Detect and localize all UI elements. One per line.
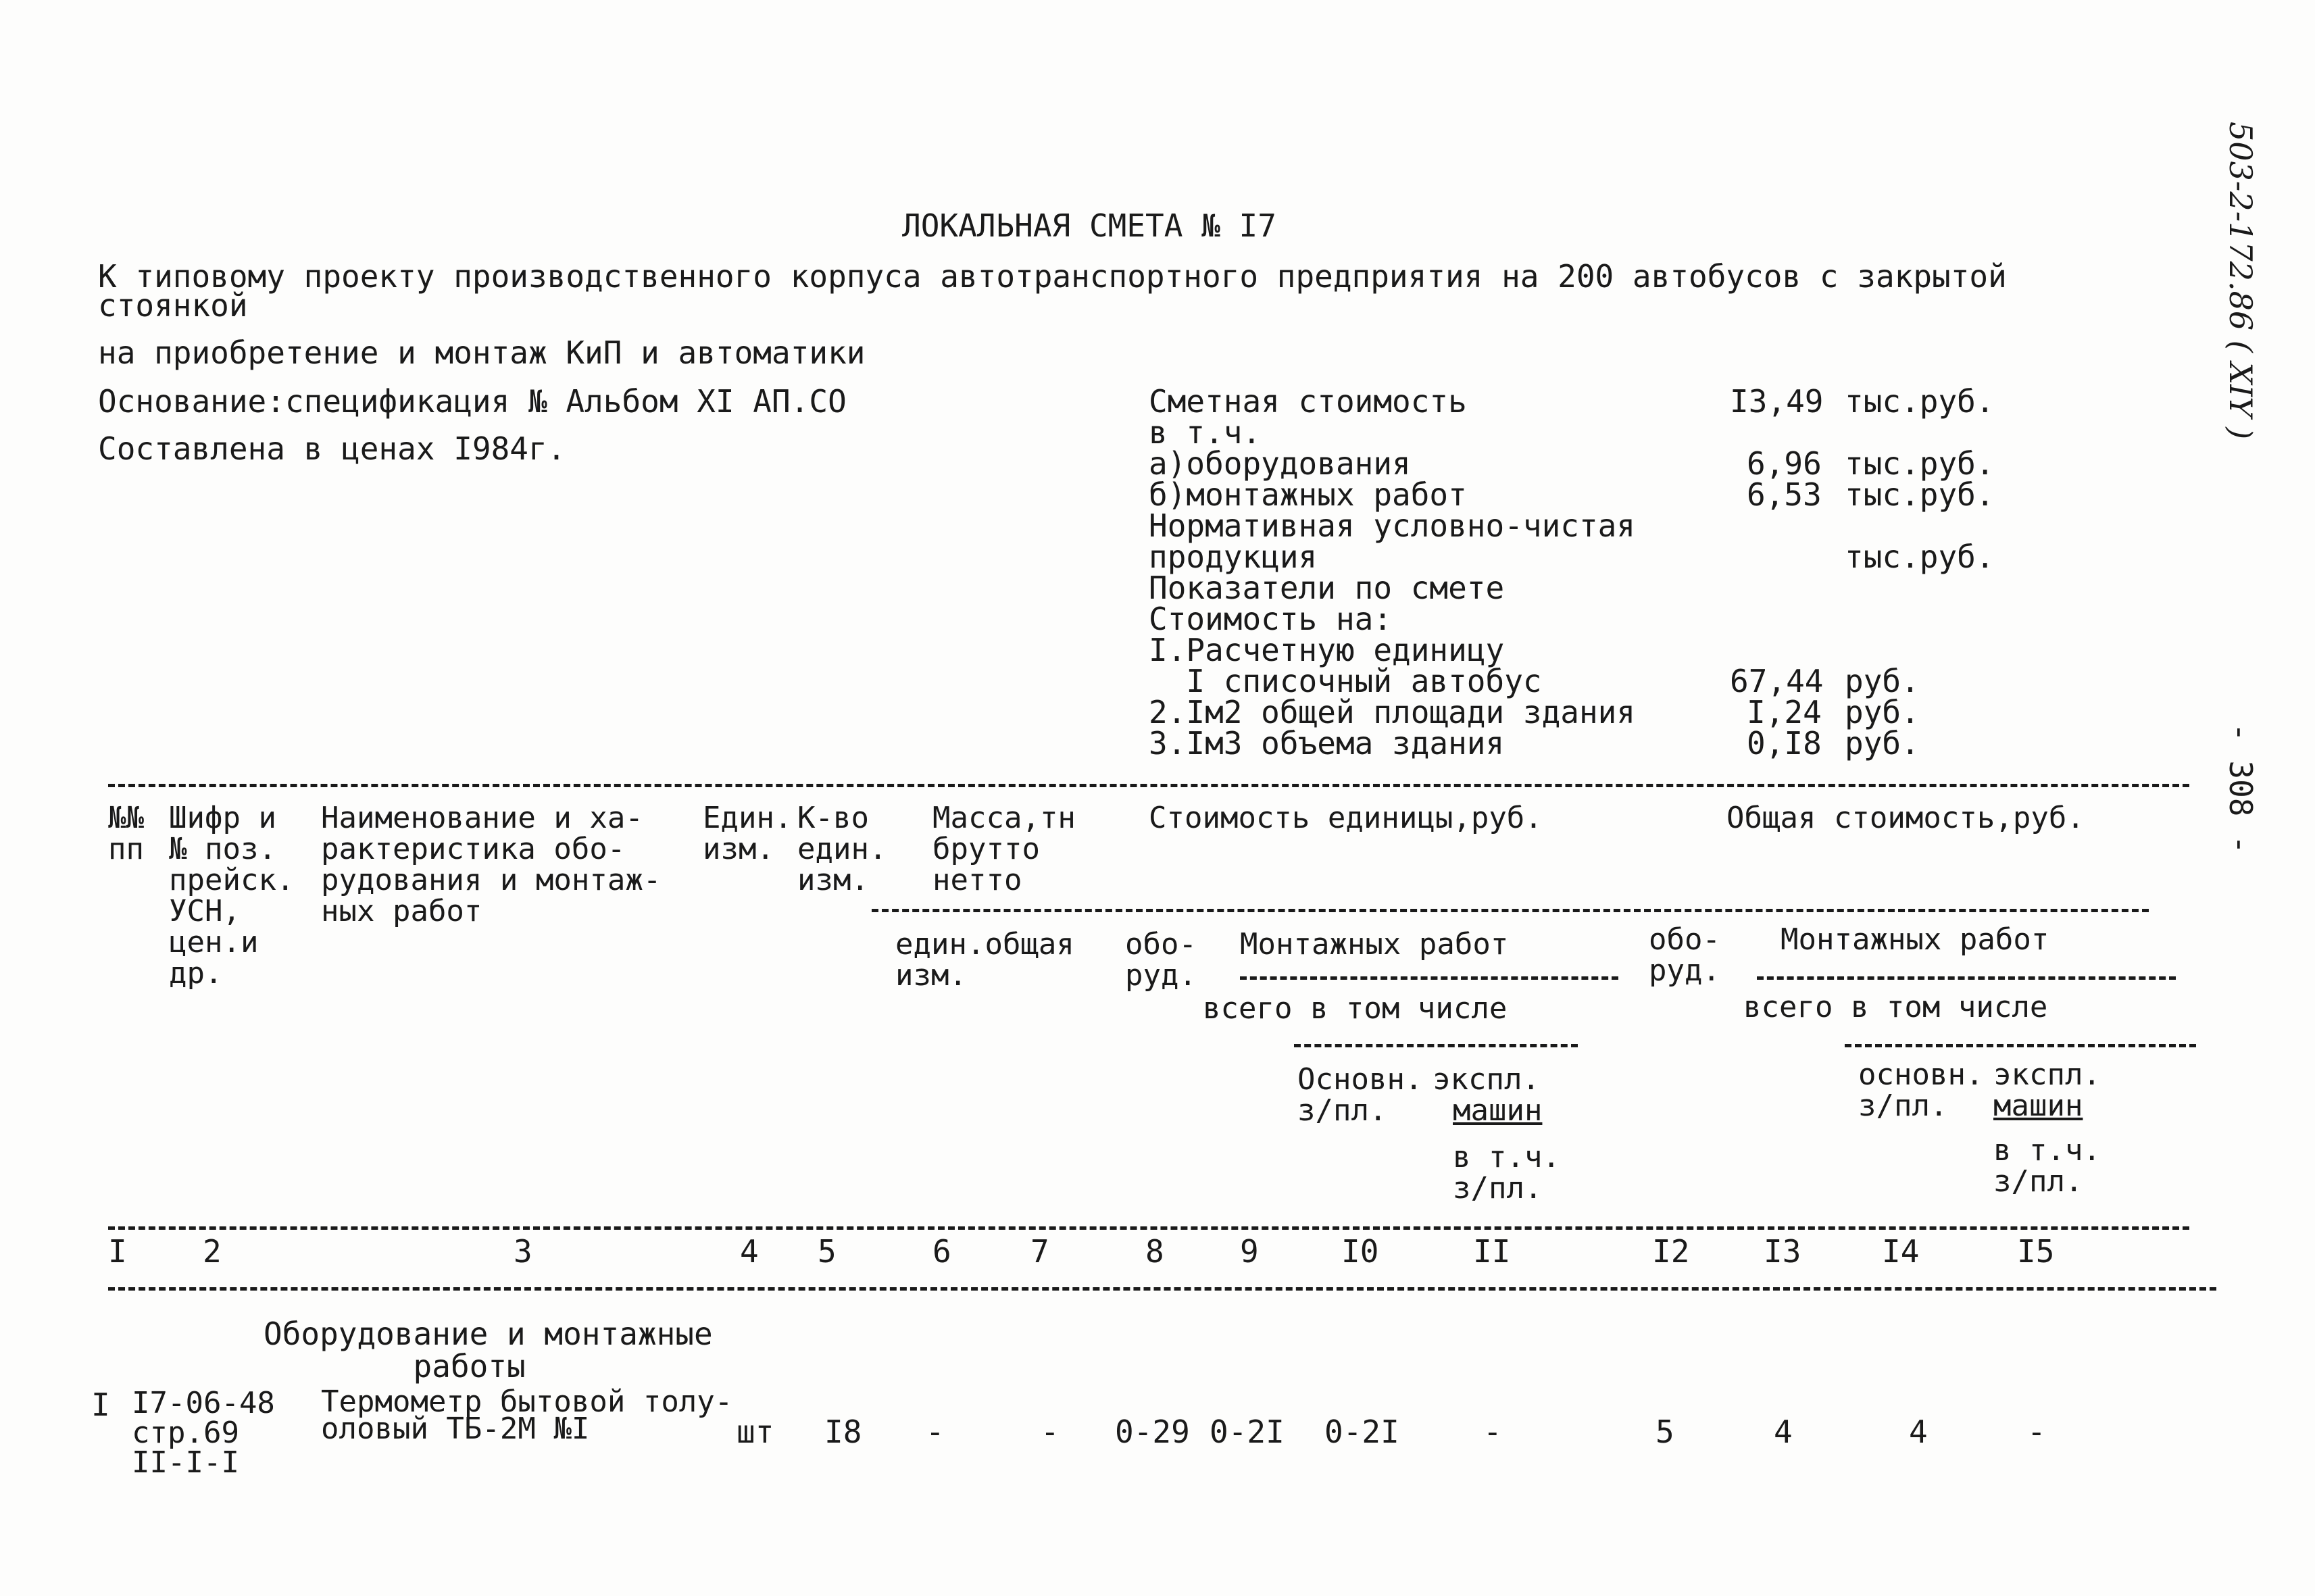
col-header-machine-total: экспл. (1993, 1057, 2101, 1092)
row-code: I7-06-48 стр.69 II-I-I (132, 1386, 275, 1480)
col-header-num: №№ пп (108, 801, 144, 866)
row-mass-total: - (1041, 1414, 1060, 1450)
row-mount-total: 4 (1774, 1414, 1793, 1450)
summary-unit: тыс.руб. (1845, 539, 1995, 575)
row-mount-all: 0-2I (1210, 1414, 1285, 1450)
col-header-all-incl: всего в том числе (1203, 991, 1508, 1026)
summary-label: I списочный автобус (1149, 663, 1542, 699)
col-header-name: Наименование и ха- рактеристика обо- рудования и монтаж- ных работ (321, 801, 662, 928)
col-header-mass-sub: един.общая изм. (895, 927, 1074, 993)
row-qty: I8 (824, 1414, 862, 1450)
column-number: I2 (1652, 1233, 1690, 1270)
mount-rule-right (1757, 976, 2176, 980)
incl-rule-right (1845, 1044, 2196, 1047)
row-machine: - (1483, 1414, 1502, 1450)
col-header-all-incl-total: всего в том числе (1743, 990, 2048, 1024)
col-header-unit: Един. изм. (703, 801, 793, 866)
summary-unit: руб. (1845, 694, 1920, 730)
column-number: I3 (1764, 1233, 1801, 1270)
row-equip-unit: 0-29 (1115, 1414, 1190, 1450)
row-mass-unit: - (926, 1414, 945, 1450)
summary-label: 2.Iм2 общей площади здания (1149, 694, 1636, 730)
column-number: 8 (1145, 1233, 1164, 1270)
summary-value: 67,44 (1730, 663, 1824, 699)
summary-unit: тыс.руб. (1845, 445, 1995, 482)
column-numbers-bottom-rule (108, 1287, 2216, 1291)
summary-label: Стоимость на: (1149, 601, 1393, 637)
summary-label: 3.Iм3 объема здания (1149, 725, 1505, 762)
col-header-code: Шифр и № поз. прейск. УСН, цен.и др. (169, 801, 295, 991)
column-number: 6 (932, 1233, 951, 1270)
summary-value: 0,I8 (1747, 725, 1822, 762)
col-header-machine-total-sub: в т.ч. з/пл. (1993, 1133, 2101, 1199)
col-header-unit-cost: Стоимость единицы,руб. (1149, 801, 1543, 835)
header-line-2: на приобретение и монтаж КиП и автоматики (98, 334, 866, 371)
summary-label: Показатели по смете (1149, 570, 1505, 606)
summary-unit: тыс.руб. (1845, 383, 1995, 420)
table-top-rule (108, 784, 2189, 787)
col-header-machine-total-u: машин (1993, 1089, 2083, 1123)
header-line-1-cont: стоянкой (98, 287, 248, 324)
col-header-mount: Монтажных работ (1240, 927, 1509, 962)
summary-unit: руб. (1845, 663, 1920, 699)
col-header-basic-wage: Основн. з/пл. (1297, 1062, 1423, 1128)
summary-value: 6,96 (1747, 445, 1822, 482)
summary-value: I3,49 (1730, 383, 1824, 420)
project-code-mark: 503-2-172.86 ( XIY ) (2222, 122, 2259, 440)
summary-unit: руб. (1845, 725, 1920, 762)
section-title: Оборудование и монтажные работы (264, 1316, 713, 1385)
col-header-machine-sub: в т.ч. з/пл. (1453, 1140, 1560, 1205)
summary-value: 6,53 (1747, 476, 1822, 513)
column-number: 4 (740, 1233, 759, 1270)
column-number: 5 (818, 1233, 837, 1270)
col-header-equip-total: обо- руд. (1649, 922, 1720, 988)
summary-value: I,24 (1747, 694, 1822, 730)
summary-label: б)монтажных работ (1149, 476, 1467, 513)
row-unit: шт (737, 1414, 774, 1450)
col-header-machine-u: машин (1453, 1093, 1543, 1128)
summary-label: Сметная стоимость (1149, 383, 1467, 420)
incl-rule-left (1294, 1044, 1578, 1047)
column-numbers-top-rule (108, 1226, 2189, 1230)
summary-label: Нормативная условно-чистая (1149, 507, 1636, 544)
row-basic-wage: 0-2I (1324, 1414, 1399, 1450)
cost-header-rule (872, 909, 2149, 912)
column-number: II (1473, 1233, 1511, 1270)
col-header-mass: Масса,тн брутто нетто (932, 801, 1076, 897)
summary-label: а)оборудования (1149, 445, 1411, 482)
summary-label: продукция (1149, 539, 1318, 575)
column-number: 9 (1240, 1233, 1259, 1270)
col-header-qty: К-во един. изм. (797, 801, 887, 897)
col-header-basic-wage-total: основн. з/пл. (1858, 1057, 1984, 1123)
col-header-machine: экспл. (1433, 1062, 1540, 1097)
col-header-total-cost: Общая стоимость,руб. (1726, 801, 2085, 835)
column-number: 3 (514, 1233, 532, 1270)
page-number-mark: - 308 - (2222, 723, 2259, 854)
row-name: Термометр бытовой толу- оловый ТБ-2М №I (321, 1385, 733, 1446)
column-number: 7 (1030, 1233, 1049, 1270)
column-number: I0 (1341, 1233, 1379, 1270)
row-num: I (91, 1387, 110, 1423)
column-number: I5 (2017, 1233, 2055, 1270)
column-number: 2 (203, 1233, 222, 1270)
basis-line: Основание:спецификация № Альбом XI АП.СО (98, 383, 847, 420)
prices-line: Составлена в ценах I984г. (98, 430, 566, 467)
page-title: ЛОКАЛЬНАЯ СМЕТА № I7 (902, 207, 1276, 244)
mount-rule-left (1240, 976, 1618, 980)
column-number: I4 (1882, 1233, 1920, 1270)
col-header-mount-total: Монтажных работ (1781, 922, 2049, 957)
row-equip-total: 5 (1656, 1414, 1674, 1450)
summary-label: в т.ч. (1149, 414, 1262, 451)
column-number: I (108, 1233, 127, 1270)
row-basic-wage-total: 4 (1909, 1414, 1928, 1450)
summary-unit: тыс.руб. (1845, 476, 1995, 513)
header-line-1: К типовому проекту производственного корпуса автотранспортного предприятия на 200 автобусов с закрытой (98, 258, 2007, 295)
row-machine-total: - (2027, 1414, 2046, 1450)
summary-label: I.Расчетную единицу (1149, 632, 1505, 668)
col-header-equip: обо- руд. (1125, 927, 1197, 993)
